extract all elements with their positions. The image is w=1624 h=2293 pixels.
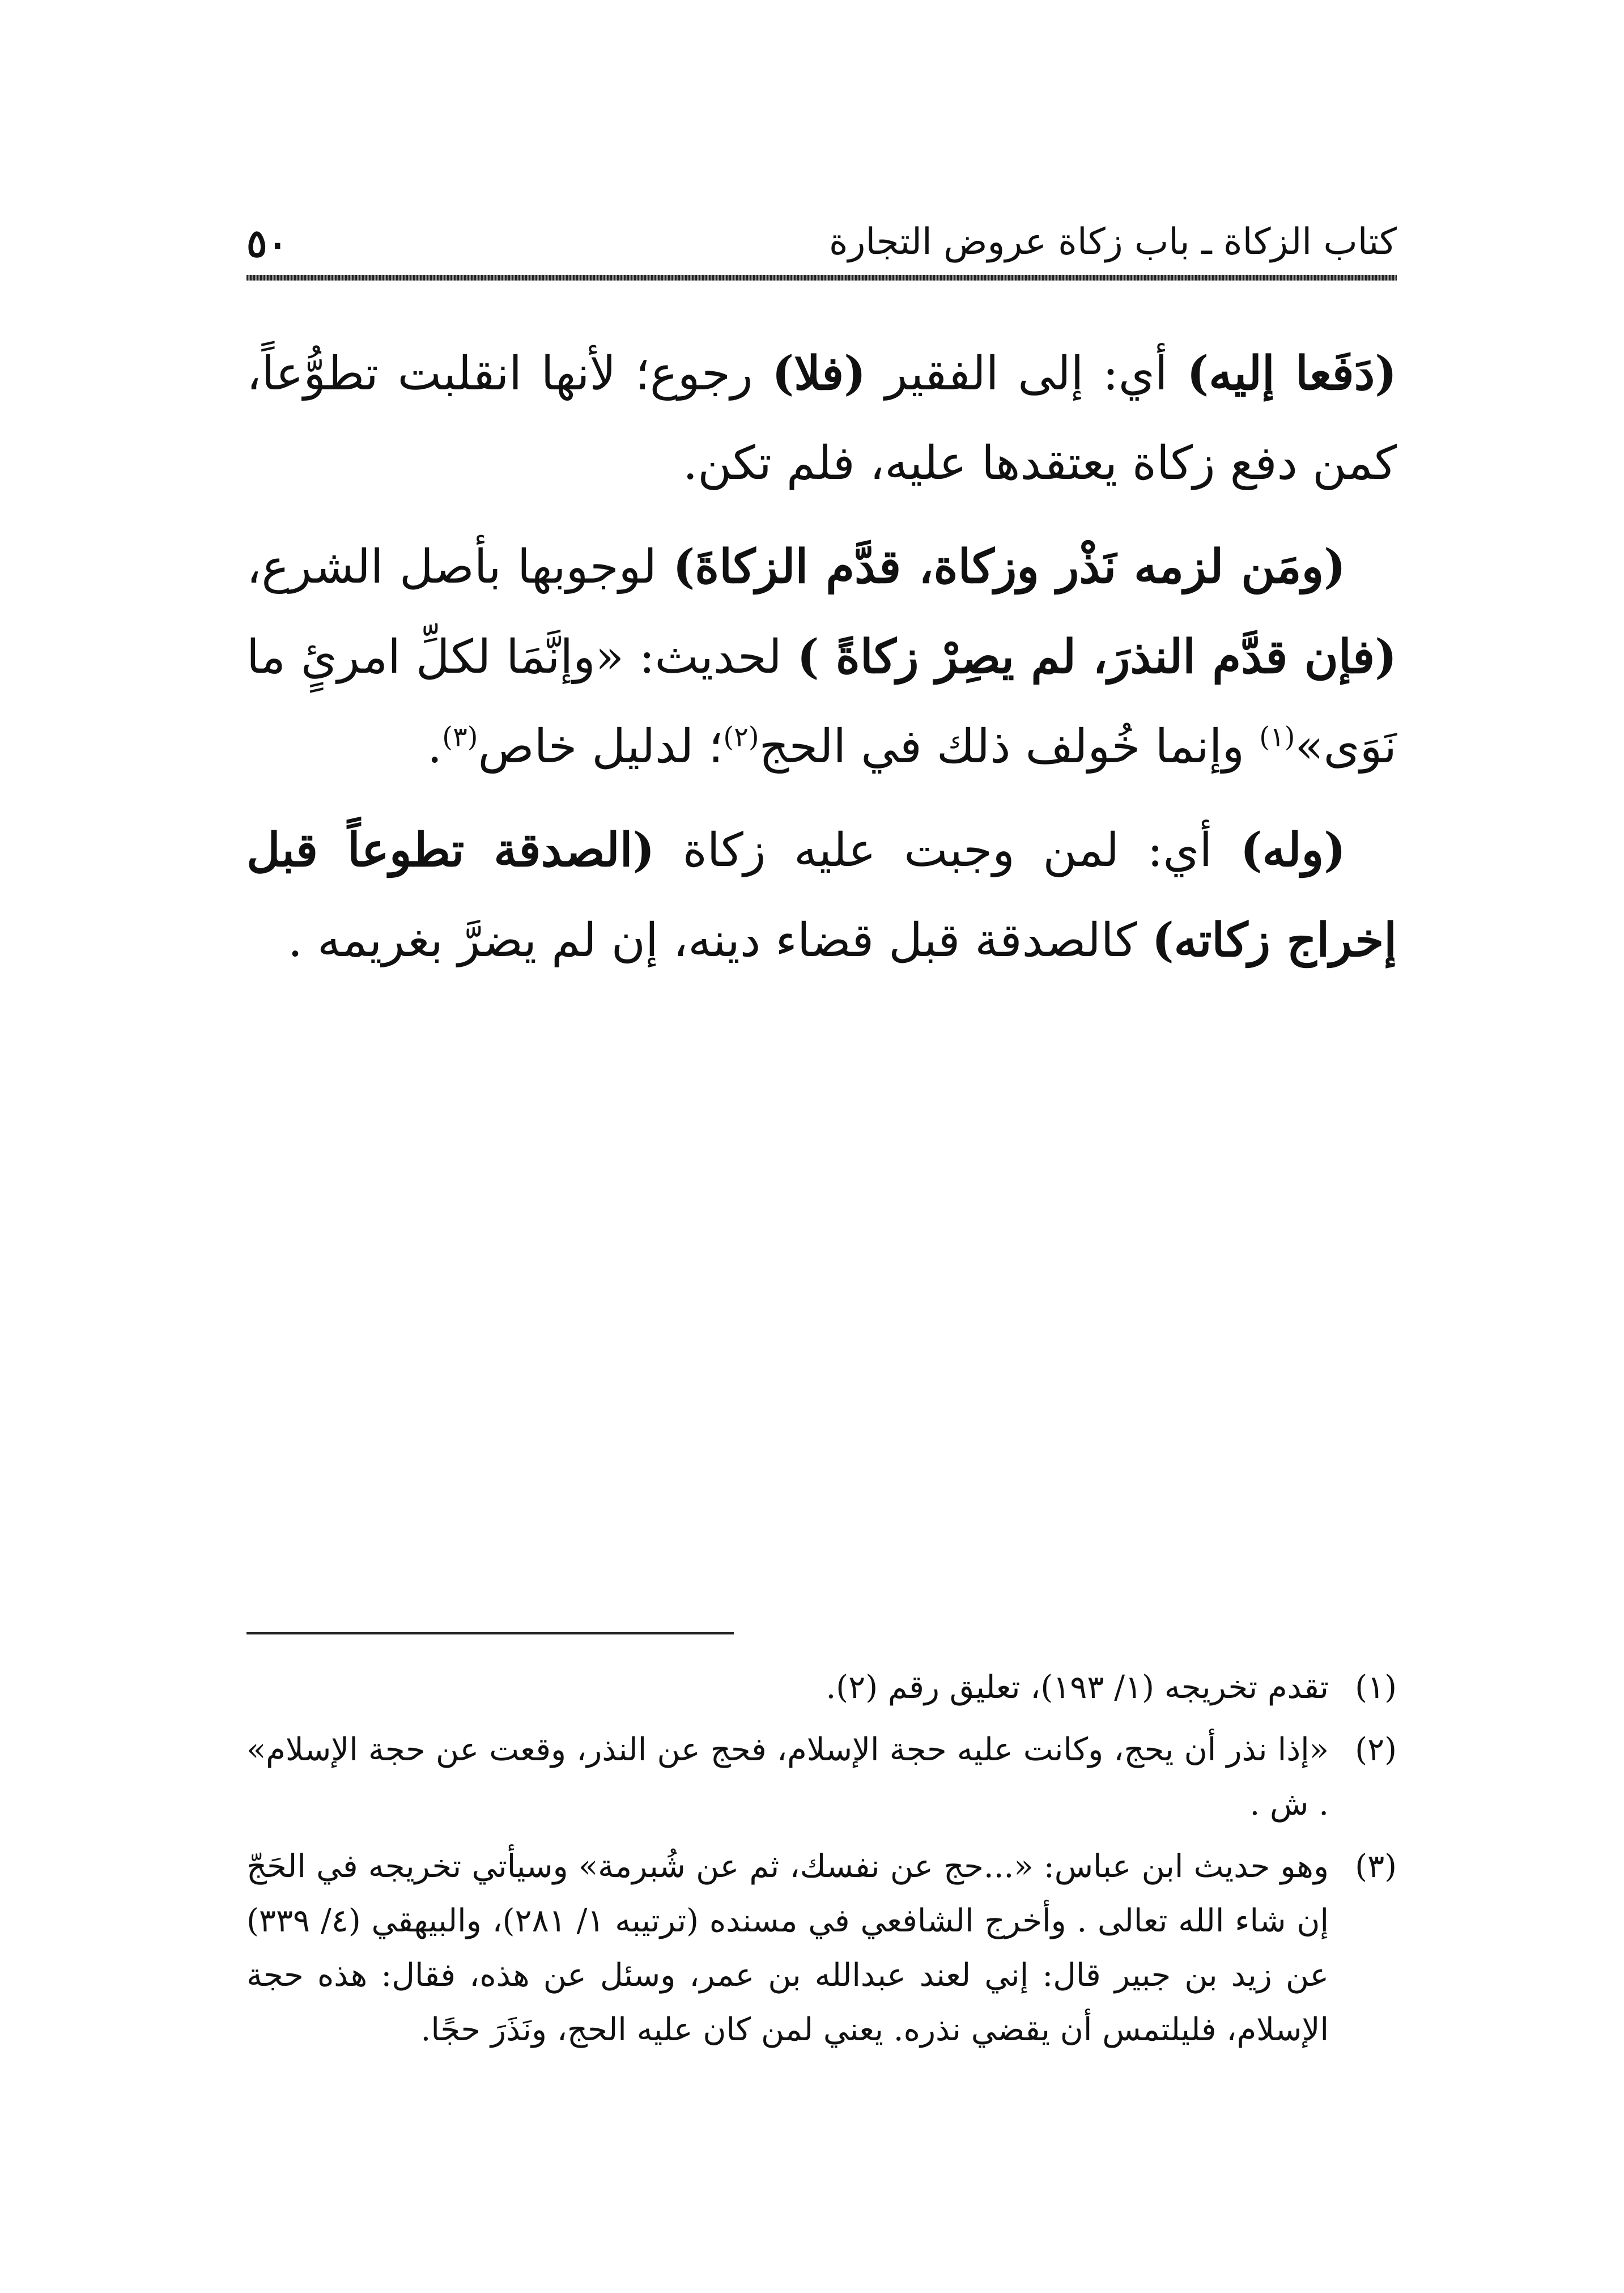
matn-text: (ومَن لزمه نَذْر وزكاة، قدَّم الزكاةَ) bbox=[673, 540, 1346, 594]
footnote-number: (١) bbox=[1355, 1669, 1397, 1706]
commentary-text: لحديث: «وإنَّمَا لكلِّ امرئٍ ما نَوَى» bbox=[246, 630, 1397, 774]
footnote-1 bbox=[246, 1661, 1397, 1715]
commentary-text: أي: إلى الفقير bbox=[866, 347, 1187, 401]
matn-text: (فلا) bbox=[772, 346, 866, 401]
footnote-divider bbox=[246, 1632, 734, 1634]
commentary-text: كالصدقة قبل قضاء دينه، إن لم يضرَّ بغريمه . bbox=[287, 914, 1152, 967]
commentary-text: ؛ لدليل خاص bbox=[478, 720, 724, 774]
footnote-ref: (٣) bbox=[442, 721, 478, 753]
commentary-text: وإنما خُولف ذلك في الحج bbox=[759, 720, 1260, 774]
header-divider bbox=[246, 275, 1397, 281]
footnote-text: تقدم تخريجه (١/ ١٩٣)، تعليق رقم (٢). bbox=[826, 1669, 1329, 1706]
footnote-ref: (١) bbox=[1259, 721, 1295, 753]
paragraph-2 bbox=[246, 522, 1397, 792]
running-title: كتاب الزكاة ـ باب زكاة عروض التجارة bbox=[828, 221, 1397, 263]
footnote-text: «إذا نذر أن يحج، وكانت عليه حجة الإسلام، فحج عن النذر، وقعت عن حجة الإسلام» . ش . bbox=[246, 1731, 1329, 1823]
page-header bbox=[246, 198, 1397, 283]
matn-text: (دَفَعا إليه) bbox=[1187, 346, 1397, 401]
book-page bbox=[246, 198, 1397, 2193]
commentary-text: . bbox=[427, 720, 443, 774]
matn-text: (فإن قدَّم النذرَ، لم يصِرْ زكاةً ) bbox=[797, 630, 1397, 684]
page-number: ٥٠ bbox=[246, 221, 288, 266]
footnote-number: (٣) bbox=[1355, 1848, 1397, 1885]
footnote-number: (٢) bbox=[1355, 1731, 1397, 1768]
commentary-text: لوجوبها بأصل الشرع، bbox=[246, 540, 673, 594]
commentary-text: رجوع؛ لأنها انقلبت تطوُّعاً، كمن دفع زكاة يعتقدها عليه، فلم تكن. bbox=[246, 347, 1397, 490]
matn-text: (الصدقة تطوعاً قبل إخراج زكاته) bbox=[246, 823, 1397, 967]
main-text bbox=[246, 329, 1397, 986]
footnote-3 bbox=[246, 1840, 1397, 2057]
matn-text: (وله) bbox=[1240, 823, 1346, 877]
paragraph-1 bbox=[246, 329, 1397, 508]
footnotes bbox=[246, 1661, 1397, 2065]
commentary-text: أي: لمن وجبت عليه زكاة bbox=[654, 823, 1240, 877]
paragraph-3 bbox=[246, 805, 1397, 986]
footnote-ref: (٢) bbox=[723, 721, 759, 753]
footnote-2 bbox=[246, 1723, 1397, 1832]
footnote-text: وهو حديث ابن عباس: «...حج عن نفسك، ثم عن شُبرمة» وسيأتي تخريجه في الحَجّ إن شاء الله تعالى . وأخرج الشافعي في مسنده (ترتيبه ١/ ٢٨١)، والبيهقي (٤/ ٣٣٩) عن زيد بن جبير قال: إني لعند عبدالله بن عمر، وسئل عن هذه، فقال: هذه حجة الإسلام، فليلتمس أن يقضي نذره. يعني لمن كان عليه الحج، ونَذَرَ حجًا. bbox=[246, 1848, 1329, 2048]
